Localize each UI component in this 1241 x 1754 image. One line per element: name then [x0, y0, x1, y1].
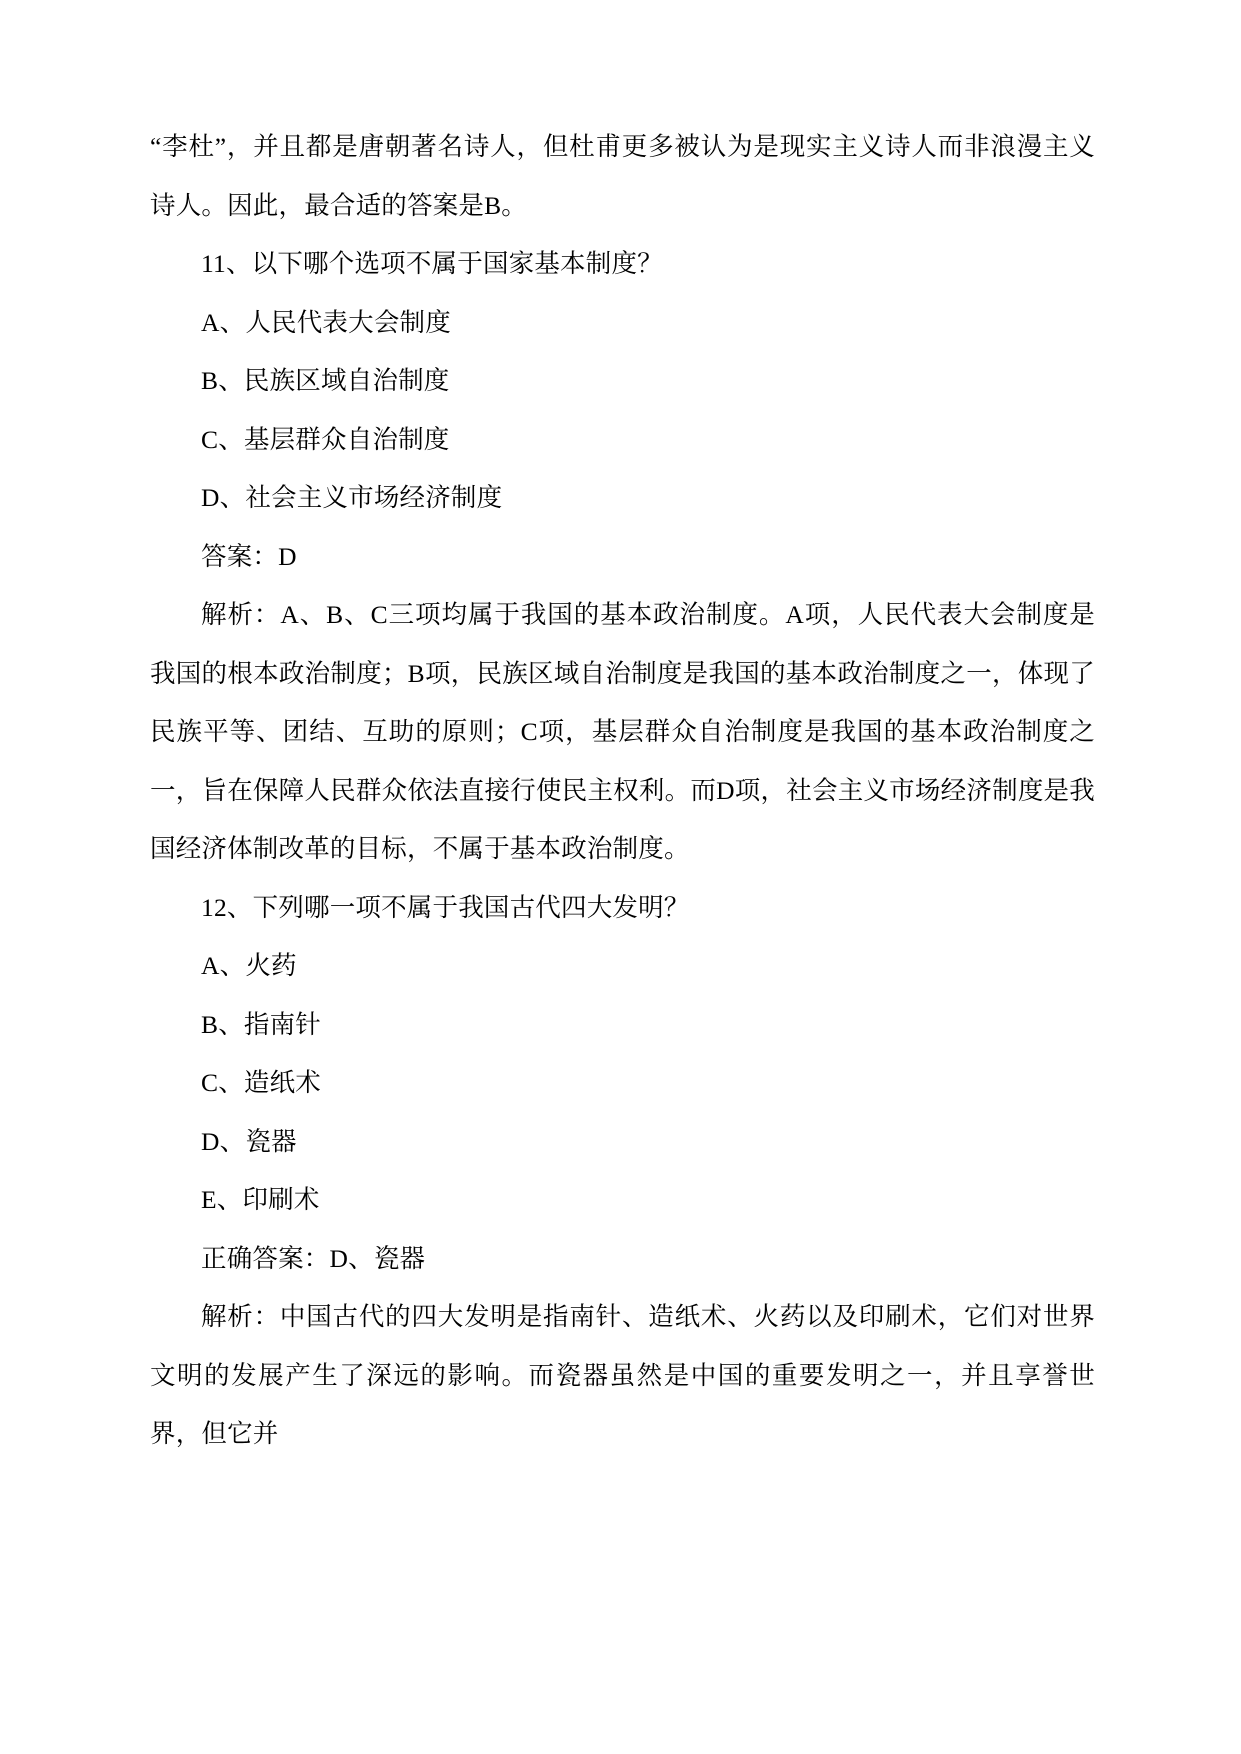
question-12-option-a: A、火药: [201, 951, 297, 980]
question-12-option-b: B、指南针: [201, 1009, 322, 1039]
question-11-option-c: C、基层群众自治制度: [201, 424, 450, 454]
question-12-answer: 正确答案：D、瓷器: [201, 1243, 426, 1273]
question-11-explanation: 解析：A、B、C三项均属于我国的基本政治制度。A项，人民代表大会制度是我国的根本政治制度；B项，民族区域自治制度是我国的基本政治制度之一，体现了民族平等、团结、互助的原则；C项，基层群众自治制度是我国的基本政治制度之一，旨在保障人民群众依法直接行使民主权利。而D项，社会主义市场经济制度是我国经济体制改革的目标，不属于基本政治制度。: [150, 600, 1095, 863]
document-body: [150, 118, 1095, 1464]
question-11-option-b: B、民族区域自治制度: [201, 366, 450, 395]
question-11-answer: 答案：D: [201, 541, 297, 571]
question-12-option-e: E、印刷术: [201, 1185, 320, 1214]
question-11-option-d: D、社会主义市场经济制度: [201, 483, 503, 512]
carryover-paragraph: “李杜”，并且都是唐朝著名诗人，但杜甫更多被认为是现实主义诗人而非浪漫主义诗人。因此，最合适的答案是B。: [150, 132, 1095, 220]
question-11-stem: 11、以下哪个选项不属于国家基本制度？: [201, 249, 663, 278]
question-12-stem: 12、下列哪一项不属于我国古代四大发明？: [201, 892, 690, 922]
question-11-option-a: A、人民代表大会制度: [201, 307, 451, 337]
question-12-explanation: 解析：中国古代的四大发明是指南针、造纸术、火药以及印刷术，它们对世界文明的发展产生了深远的影响。而瓷器虽然是中国的重要发明之一，并且享誉世界，但它并: [150, 1302, 1095, 1448]
question-12-option-d: D、瓷器: [201, 1126, 297, 1156]
question-12-option-c: C、造纸术: [201, 1068, 322, 1097]
